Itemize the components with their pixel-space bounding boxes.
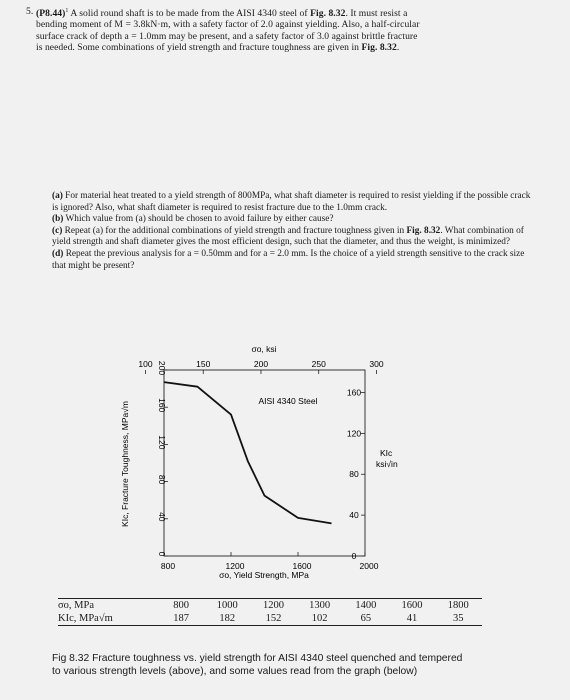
right-tick-label: 160	[346, 387, 362, 398]
caption-line-2: to various strength levels (above), and some values read from the graph (below)	[52, 666, 418, 678]
table-cell-toughness: 152	[265, 613, 282, 624]
table-cell-yield: 1800	[447, 600, 469, 611]
question-b	[52, 214, 538, 226]
x-axis-label: σo, Yield Strength, MPa	[219, 570, 309, 580]
table-cell-yield: 800	[173, 600, 189, 611]
table-cell-yield: 1300	[309, 600, 331, 611]
top-tick-label: 150	[196, 359, 211, 369]
problem-text-4b: .	[396, 41, 400, 53]
question-a-text: For material heat treated to a yield strength of 800MPa, what shaft diameter is required to resist yielding if the possible crack is ignored? Also, what shaft diameter is required to resist fracture due to the 1.0mm crack.	[52, 191, 531, 213]
y-tick-label: 200	[157, 360, 167, 376]
x-tick-label: 800	[160, 561, 176, 571]
question-c-text-2: . What combination of yield strength and shaft diameter gives the most efficient design, such that the diameter, and thus the weight, is minimized?	[52, 225, 524, 248]
table-cell-yield: 1400	[355, 600, 377, 611]
y-tick-label: 0	[157, 551, 167, 557]
problem-text-4: is needed. Some combinations of yield strength and fracture toughness are given in	[36, 41, 360, 53]
y-axis-label: KIc, Fracture Toughness, MPa√m	[120, 401, 130, 527]
top-tick-label: 250	[311, 359, 326, 369]
table-cell-yield: 1600	[401, 600, 423, 611]
question-a-label: (a)	[52, 191, 63, 201]
problem-line-3: surface crack of depth a = 1.0mm may be present, and a safety factor of 3.0 against brittle fracture	[36, 30, 418, 42]
series-label: AISI 4340 Steel	[258, 396, 318, 406]
table-cell-toughness: 65	[360, 613, 372, 624]
table-row-label: σo, MPa	[58, 600, 94, 611]
table-row-yield	[58, 599, 482, 612]
table-cell-toughness: 35	[452, 613, 464, 624]
y-tick-label: 120	[157, 435, 167, 450]
toughness-chart	[118, 344, 408, 584]
y-tick-label: 160	[157, 398, 167, 413]
chart-svg	[118, 344, 408, 584]
values-table	[58, 598, 482, 626]
problem-ref: (P8.44)	[36, 8, 66, 20]
problem-line-1: $(P8.44)^1$ A solid round shaft is to be made from the AISI 4340 steel of Fig. 8.32. It must resist a	[36, 8, 408, 20]
table-cell-yield: 1000	[216, 600, 238, 611]
top-tick-label: 100	[138, 359, 153, 369]
problem-line-2: bending moment of M = 3.8kN·m, with a safety factor of 2.0 against yielding. Also, a half-circular	[36, 19, 420, 31]
table-cell-toughness: 187	[173, 613, 189, 624]
table-cell-yield: 1200	[262, 600, 284, 611]
table-cell-toughness: 41	[406, 613, 418, 624]
table-cell-toughness: 102	[311, 613, 328, 624]
question-c-text: Repeat (a) for the additional combinations of yield strength and fracture toughness given in	[62, 225, 405, 236]
right-axis-label: KIc	[380, 448, 393, 458]
problem-text-1b: . It must resist a	[345, 8, 408, 20]
question-b-text: Which value from (a) should be chosen to avoid failure by either cause?	[63, 214, 334, 225]
problem-statement	[26, 6, 536, 53]
right-tick-label: 120	[346, 428, 362, 439]
y-tick-label: 40	[157, 512, 167, 522]
figure-caption	[52, 652, 542, 678]
x-tick-label: 1600	[292, 561, 312, 571]
question-c	[52, 226, 538, 249]
caption-line-1: Fig 8.32 Fracture toughness vs. yield strength for AISI 4340 steel quenched and tempered	[52, 653, 463, 664]
table-row-label: KIc, MPa√m	[58, 613, 113, 624]
top-tick-label: 300	[369, 359, 384, 369]
fig-ref-2: Fig. 8.32	[361, 41, 397, 53]
top-axis-label: σo, ksi	[251, 344, 277, 354]
question-c-label: (c)	[52, 225, 63, 236]
question-c-fig: Fig. 8.32	[406, 225, 441, 236]
fig-ref: Fig. 8.32	[310, 8, 346, 20]
question-d-label: (d)	[52, 248, 64, 259]
right-tick-label: 40	[349, 510, 359, 521]
problem-number: 5.	[26, 6, 34, 17]
question-d-text: Repeat the previous analysis for a = 0.50mm and for a = 2.0 mm. Is the choice of a yield strength sensitive to the crack size that might be present?	[52, 248, 525, 271]
x-tick-label: 2000	[359, 561, 379, 571]
right-tick-label: 80	[349, 469, 359, 480]
y-tick-label: 80	[157, 474, 167, 485]
x-tick-label: 1200	[225, 561, 245, 571]
problem-text-1: A solid round shaft is to be made from the AISI 4340 steel of	[68, 8, 308, 20]
right-axis-label-unit: ksi√in	[376, 459, 398, 469]
question-a	[52, 191, 538, 214]
right-tick-label: 0	[351, 551, 357, 561]
question-d	[52, 249, 538, 272]
question-b-label: (b)	[52, 214, 64, 225]
top-tick-label: 200	[253, 359, 269, 369]
table-row-toughness	[58, 612, 482, 625]
table-cell-toughness: 182	[219, 613, 236, 624]
problem-line-4	[36, 42, 536, 53]
question-list	[52, 191, 538, 272]
